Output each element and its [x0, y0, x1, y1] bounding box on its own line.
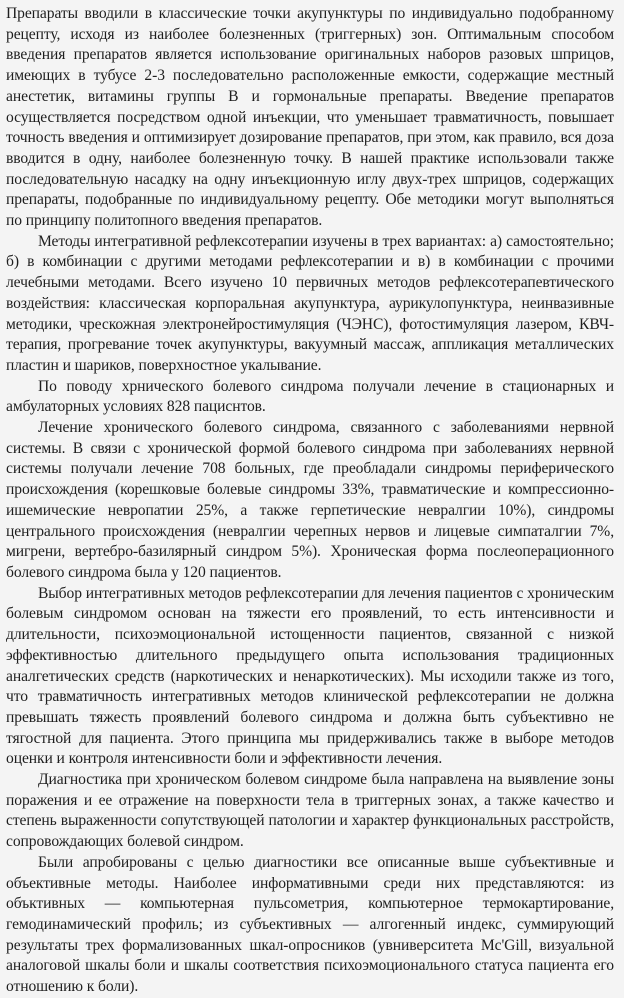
paragraph-method-selection: Выбор интегративных методов рефлексотерапии для лечения пациентов с хроническим болевым синдромом основан на тяжести его проявлений, то есть интенсивности и длительности, психоэмоциональной истощенности пациентов, связанной с низкой эффективностью длительного предыдущего опыта использования традиционных аналгетических средств (наркотических и ненаркотических). Мы исходили также из того, что травматичность интегративных методов клинической рефлексотерапии не должна превышать тяжесть проявлений болевого синдрома и должна быть субъективно не тягостной для пациента. Этого принципа мы придерживались также в выборе методов оценки и контроля интенсивности боли и эффективности лечения.	[6, 584, 614, 768]
paragraph-integrative-methods: Методы интегративной рефлексотерапии изучены в трех вариантах: а) самостоятельно; б) в комбинации с другими методами рефлексотерапии и в) в комбинации с прочими лечебными методами. Всего изучено 10 первичных методов рефлексотерапевтического воздействия: классическая корпоральная акупунктура, аурикулопунктура, неинвазивные методики, чрескожная электронейростимуляция (ЧЭНС), фотостимуляция лазером, КВЧ-терапия, прогревание точек акупунктуры, вакуумный массаж, аппликация металлических пластин и шариков, поверхностное укалывание.	[6, 232, 614, 374]
paragraph-patient-count: По поводу хрнического болевого синдрома получали лечение в стационарных и амбулаторных условиях 828 пациснтов.	[6, 377, 614, 416]
paragraph-nervous-system-pain: Лечение хронического болевого синдрома, связанного с заболеваниями нервной системы. В связи с хронической формой болевого синдрома при заболеваниях нервной системы получали лечение 708 больных, где преобладали синдромы периферического происхождения (корешковые болевые синдромы 33%, травматические и компрессионно-ишемические невропатии 25%, а также герпетические невралгии 10%), синдромы центрального происхождения (невралгии черепных нервов и лицевые симпаталгии 7%, мигрени, вертебро-базилярный синдром 5%). Хроническая форма послеоперационного болевого синдрома была у 120 пациентов.	[6, 419, 614, 581]
document-page	[6, 4, 614, 998]
paragraph-diagnostic-methods: Были апробированы с целью диагностики все описанные выше субъективные и объективные методы. Наиболее информативными среди них представляются: из объктивных — компьютерная пульсометрия, компьютерное термокартирование, гемодинамический профиль; из субъективных — алгогенный индекс, суммирующий результаты трех формализованных шкал-опросников (увниверситета Mc'Gill, визуальной аналоговой шкалы боли и шкалы соответствия психоэмоционального статуса пациента его отношению к боли).	[6, 853, 614, 996]
paragraph-drug-administration: Препараты вводили в классические точки акупунктуры по индивидуально подобранному рецепту, исходя из наиболее болезненных (триггерных) зон. Оптимальным способом введения препаратов является использование оригинальных наборов разовых шприцов, имеющих в тубусе 2-3 последовательно расположенные емкости, содержащие местный анестетик, витамины группы В и гормональные препараты. Введение препаратов осуществляется посредством одной инъекции, что уменьшает травматичность, повышает точность введения и оптимизирует дозирование препаратов, при этом, как правило, вся доза вводится в одну, наиболее болезненную точку. В нашей практике использовали также последовательную насадку на одну инъекционную иглу двух-трех шприцов, содержащих препараты, подобранные по индивидуальному рецепту. Обе методики могут выполняться по принципу политопного введения препаратов.	[6, 5, 614, 230]
paragraph-diagnostics: Диагностика при хроническом болевом синдроме была направлена на выявление зоны поражения и ее отражение на поверхности тела в триггерных зонах, а также качество и степень выраженности сопутствующей патологии и характер функциональных расстройств, сопровождающих болевой синдром.	[6, 771, 614, 851]
